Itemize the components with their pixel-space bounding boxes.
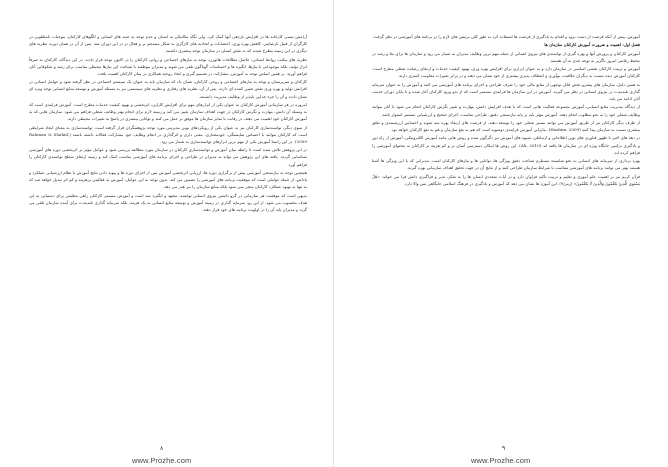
paragraph: آرامش نسبی کارخانه ها در افزایش بازدهی آنها کمک کرد. ولی نگاه مکانیکی به انسان و عدم توجه به جنبه های انسانی و الگوهای کارکنان، موجبات نامطلوبی در کارگران از قبیل نارضایتی، کاهش بهره وری، اعتصابات و اتحادیه های کارگری به شکل منسجم تر و فعال تر در این دوران شد. پس از آن در همان دوره، نظریه های دیگری در این زمینه مطرح شدند که به نقش انسان در سازمان توجه بیشتری داشتند. <box>29 34 307 54</box>
right-page-text <box>372 33 640 431</box>
page-number: ۹ <box>502 445 506 452</box>
paragraph: همچنین توجه به نیازسنجی آموزشی پیش از برگزاری دوره ها، ارزیابی اثربخشی آموزش پس از اجرای دوره ها و پیوند دادن نتایج آموزش با نظام ارزشیابی عملکرد و پاداش، از جمله عواملی است که موفقیت برنامه های آموزشی را تضمین می کند. بدون توجه به این عوامل، آموزش به فعالیتی پرهزینه و کم اثر تبدیل خواهد شد که نه تنها به بهبود عملکرد کارکنان منجر نمی شود بلکه منابع سازمان را نیز هدر می دهد. <box>29 169 307 190</box>
paragraph: آموزش، پیش از آنکه فرصت از دست برود و اقدام به یادگیری از فرصت ها استفاده کرد به طور کلی نرمش های لازم را در برنامه های آموزشی در نظر گرفت. <box>372 34 640 39</box>
paragraph: بدیهی است که موفقیت هر سازمانی در گرو داشتن نیروی انسانی توانمند، متعهد و انگیزه مند است و آموزش مستمر کارکنان راهی مطمئن برای دستیابی به این هدف محسوب می شود. از این رو، سرمایه گذاری در زمینه آموزش و توسعه منابع انسانی نه یک هزینه، بلکه سرمایه گذاری بلندمدت برای آینده سازمان تلقی می گردد و مدیران باید آن را در اولویت برنامه های خود قرار دهند. <box>29 192 307 212</box>
paragraph: بهره برداری از سرمایه های انسانی به نحو شایسته مستلزم شناخت دقیق ویژگی ها، توانایی ها و نیازهای کارکنان است. مدیرانی که با این ویژگی ها آشنا هستند بهتر می توانند برنامه های آموزشی متناسب با شرایط سازمان طراحی کنند و از نتایج آن در جهت تحقق اهداف سازمانی بهره گیرند. <box>372 158 640 171</box>
paragraph: آموزش کارکنان و پرورش آنها و بهره گیری از توانمندی های نیروی انسانی از جمله مهم ترین وظایف مدیران به شمار می رود و سازمان ها برای بقا و رشد در محیط رقابتی امروز ناگزیر به توجه جدی به آن هستند. <box>372 50 640 63</box>
section-heading: فصل اول: اهمیت و ضرورت آموزش کارکنان سازمان ها <box>544 42 640 48</box>
paragraph: کارکنان و سرپرستان و توجه به نیازهای اجتماعی و روحی کارکنان، نشان داد که سازمان باید به عنوان یک سیستم اجتماعی در نظر گرفته شود و عوامل انسانی در افزایش تولید و بهره وری نقش تعیین کننده ای دارند. پس از آن، نظریه های رفتاری و نظریه های سیستمی نیز به مسئله آموزش و توسعه منابع انسانی توجه ویژه ای نشان دادند و آن را جزء جدایی ناپذیر از وظایف مدیریت دانستند. <box>29 79 307 99</box>
paragraph: از سوی دیگر، توانمندسازی کارکنان نیز به عنوان یکی از رویکردهای نوین مدیریتی مورد توجه پژوهشگران قرار گرفته است. توانمندسازی به معنای ایجاد شرایطی است که کارکنان بتوانند با احساس شایستگی، خودمختاری، معنی داری و اثرگذاری در انجام وظایف خود مشارکت فعالانه داشته باشند (Rahman & Shahid, 2009). در این راستا آموزش یکی از مهم ترین ابزارهای توانمندسازی به شمار می رود. <box>29 124 307 144</box>
paragraph: از طرف دیگر کارکنان نیز از طریق آموزش می توانند مسیر شغلی خود را توسعه دهند، از فرصت های ارتقاء بهره مند شوند و احساس ارزشمندی و تعلق بیشتری نسبت به سازمان پیدا کنند (Hashim, 2009). بنابراین آموزش فرایندی دوسویه است که هم به نفع سازمان و هم به نفع کارکنان خواهد بود. <box>372 119 640 132</box>
paragraph: در این پژوهش تلاش شده است تا رابطه میان آموزش و توانمندسازی کارکنان در سازمان مورد مطالعه بررسی شود و عوامل مؤثر بر اثربخشی دوره های آموزشی شناسایی گردند. یافته های این پژوهش می تواند به مدیران در طراحی و اجرای برنامه های آموزشی مناسب کمک کند و زمینه ارتقای سطح توانمندی کارکنان را فراهم آورد. <box>29 147 307 167</box>
footer-url: www.Prozhe.com <box>471 456 531 465</box>
paragraph: از دیدگاه مدیریت منابع انسانی، آموزش مجموعه فعالیت هایی است که با هدف افزایش دانش، مهارت و تغییر نگرش کارکنان انجام می شود تا آنان بتوانند وظایف شغلی خود را به نحو مطلوب انجام دهند. آموزش مؤثر باید بر پایه نیازسنجی دقیق، طراحی مناسب، اجرای صحیح و ارزشیابی مستمر استوار باشد. <box>372 104 640 117</box>
paragraph: قرآن کریم نیز بر اهمیت علم آموزی و تعلیم و تربیت تأکید فراوان دارد و در آیات متعددی انسان ها را به تفکر، تدبر و فراگیری دانش فرا می خواند: «هَلْ يَسْتَوِي الَّذِينَ يَعْلَمُونَ وَالَّذِينَ لَا يَعْلَمُونَ» (زمر/۹). این آموزه ها نشان می دهد که آموزش و یادگیری در فرهنگ اسلامی جایگاهی بس والا دارد. <box>372 173 640 186</box>
paragraph: در دهه های اخیر با ظهور فناوری های نوین اطلاعاتی و ارتباطی، شیوه های آموزش نیز دگرگون شده و روش هایی مانند آموزش الکترونیکی، آموزش از راه دور و یادگیری ترکیبی جایگاه ویژه ای در سازمان ها یافته اند (Ali, 2010). این روش ها امکان دسترسی آسان تر و کم هزینه تر کارکنان به محتوای آموزشی را فراهم کرده اند. <box>372 135 640 155</box>
footer-url: www.Prozhe.com <box>132 456 192 465</box>
paragraph: امروزه در هر سازمانی آموزش کارکنان به عنوان یکی از ابزارهای مهم برای افزایش کارایی، اثربخشی و بهبود کیفیت خدمات مطرح است. آموزش فرایندی است که به وسیله آن دانش، مهارت و نگرش کارکنان در جهت اهداف سازمان تغییر می کند و زمینه لازم برای انجام بهتر وظایف شغلی فراهم می شود. سازمان هایی که به آموزش کارکنان خود اهمیت می دهند، در رقابت با سایر سازمان ها موفق تر عمل می کنند و توانایی بیشتری در پاسخ به تغییرات محیطی دارند. <box>29 101 307 122</box>
left-page-text <box>29 33 307 431</box>
paragraph: به همین دلیل، سازمان های پیشرو بخش قابل توجهی از منابع مالی خود را صرف طراحی و اجرای برنامه های آموزشی می کنند و آموزش را به عنوان سرمایه گذاری بلندمدت در نیروی انسانی در نظر می گیرند. آموزش در این سازمان ها فرایندی مستمر است که از بدو ورود کارکنان آغاز شده و تا پایان دوران خدمت آنان ادامه می یابد. <box>372 81 640 101</box>
paragraph: آموزش و تربیت کارکنان نقشی اساسی در سازمان دارد و به عنوان ابزاری برای افزایش بهره وری، بهبود کیفیت خدمات و ارتقای رضایت شغلی مطرح است. کارکنان آموزش دیده نسبت به دیگران خلاقیت، نوآوری و انعطاف پذیری بیشتری از خود نشان می دهند و در برابر تغییرات مقاومت کمتری دارند. <box>372 66 640 79</box>
paragraph: نظریه های مکتب روابط انسانی، حاصل مطالعات هاثورن، توجه به نیازهای اجتماعی و روانی کارکنان را در کانون توجه قرار دادند. در این دیدگاه، کارکنان نه صرفاً ابزار تولید، بلکه موجوداتی با نیازها، انگیزه ها و احساسات گوناگون تلقی می شوند و مدیران موظفند با شناخت این نیازها محیطی مناسب برای رشد و شکوفایی آنان فراهم آورند. بر همین اساس توجه به آموزش، مشارکت در تصمیم گیری و ایجاد روحیه همکاری در میان کارکنان اهمیت یافت. <box>29 56 307 76</box>
page-number: ۸ <box>160 445 164 452</box>
right-page <box>334 0 668 467</box>
